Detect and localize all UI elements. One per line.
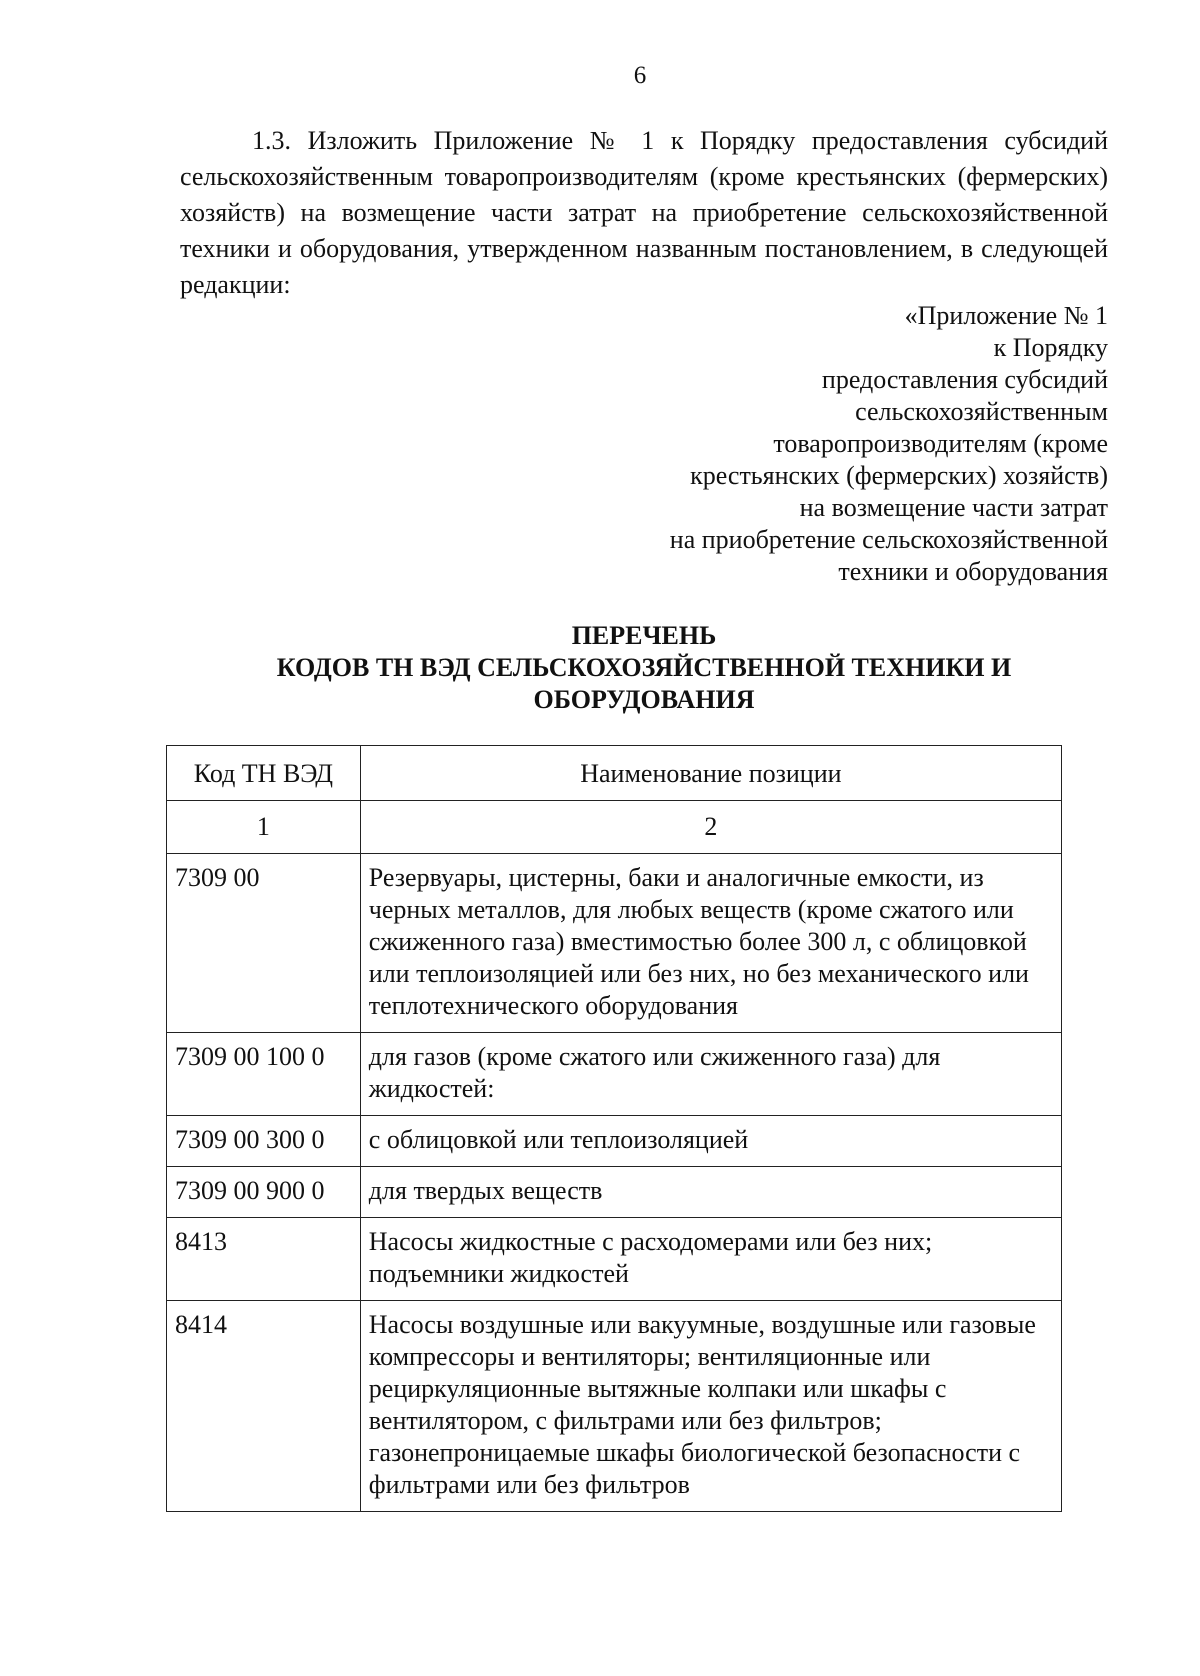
appendix-line: крестьянских (фермерских) хозяйств) xyxy=(690,461,1108,490)
title-line: КОДОВ ТН ВЭД СЕЛЬСКОХОЗЯЙСТВЕННОЙ ТЕХНИКИ И xyxy=(276,653,1012,682)
name-cell: Насосы воздушные или вакуумные, воздушные или газовые компрессоры и вентиляторы; вентиляционные или рециркуляционные вытяжные колпаки или шкафы с вентилятором, с фильтрами или без фильтров; газонепроницаемые шкафы биологической безопасности с фильтрами или без фильтров xyxy=(360,1301,1061,1512)
code-cell: 8414 xyxy=(167,1301,361,1512)
title-line: ПЕРЕЧЕНЬ xyxy=(571,621,717,650)
appendix-line: техники и оборудования xyxy=(838,557,1108,586)
title-line: ОБОРУДОВАНИЯ xyxy=(533,685,755,714)
table-row xyxy=(167,1167,1062,1218)
column-number: 1 xyxy=(167,801,361,854)
table-row xyxy=(167,1218,1062,1301)
header-name: Наименование позиции xyxy=(360,746,1061,801)
table-row xyxy=(167,1033,1062,1116)
codes-table xyxy=(166,745,1062,1512)
intro-paragraph: 1.3. Изложить Приложение № 1 к Порядку предоставления субсидий сельскохозяйственным товаропроизводителям (кроме крестьянских (фермерских) хозяйств) на возмещение части затрат на приобретение сельскохозяйственной техники и оборудования, утвержденном названным постановлением, в следующей редакции: xyxy=(180,126,1108,299)
code-cell: 7309 00 900 0 xyxy=(167,1167,361,1218)
document-title xyxy=(180,620,1108,716)
appendix-line: на возмещение части затрат xyxy=(799,493,1108,522)
code-cell: 7309 00 300 0 xyxy=(167,1116,361,1167)
appendix-line: «Приложение № 1 xyxy=(904,301,1108,330)
appendix-line: предоставления субсидий xyxy=(821,365,1108,394)
code-cell: 7309 00 100 0 xyxy=(167,1033,361,1116)
name-cell: для твердых веществ xyxy=(360,1167,1061,1218)
name-cell: с облицовкой или теплоизоляцией xyxy=(360,1116,1061,1167)
table-header-row xyxy=(167,746,1062,801)
table-row xyxy=(167,1301,1062,1512)
name-cell: Резервуары, цистерны, баки и аналогичные емкости, из черных металлов, для любых веществ (кроме сжатого или сжиженного газа) вместимостью более 300 л, с облицовкой или теплоизоляцией или без них, но без механического или теплотехнического оборудования xyxy=(360,854,1061,1033)
table-row xyxy=(167,854,1062,1033)
name-cell: Насосы жидкостные с расходомерами или без них; подъемники жидкостей xyxy=(360,1218,1061,1301)
appendix-line: на приобретение сельскохозяйственной xyxy=(669,525,1108,554)
table-row xyxy=(167,1116,1062,1167)
page-number: 6 xyxy=(633,62,647,89)
column-number-row xyxy=(167,801,1062,854)
code-cell: 8413 xyxy=(167,1218,361,1301)
appendix-line: товаропроизводителям (кроме xyxy=(773,429,1108,458)
appendix-reference xyxy=(548,300,1108,588)
code-cell: 7309 00 xyxy=(167,854,361,1033)
header-code: Код ТН ВЭД xyxy=(167,746,361,801)
appendix-line: сельскохозяйственным xyxy=(855,397,1108,426)
appendix-line: к Порядку xyxy=(993,333,1108,362)
name-cell: для газов (кроме сжатого или сжиженного газа) для жидкостей: xyxy=(360,1033,1061,1116)
column-number: 2 xyxy=(360,801,1061,854)
